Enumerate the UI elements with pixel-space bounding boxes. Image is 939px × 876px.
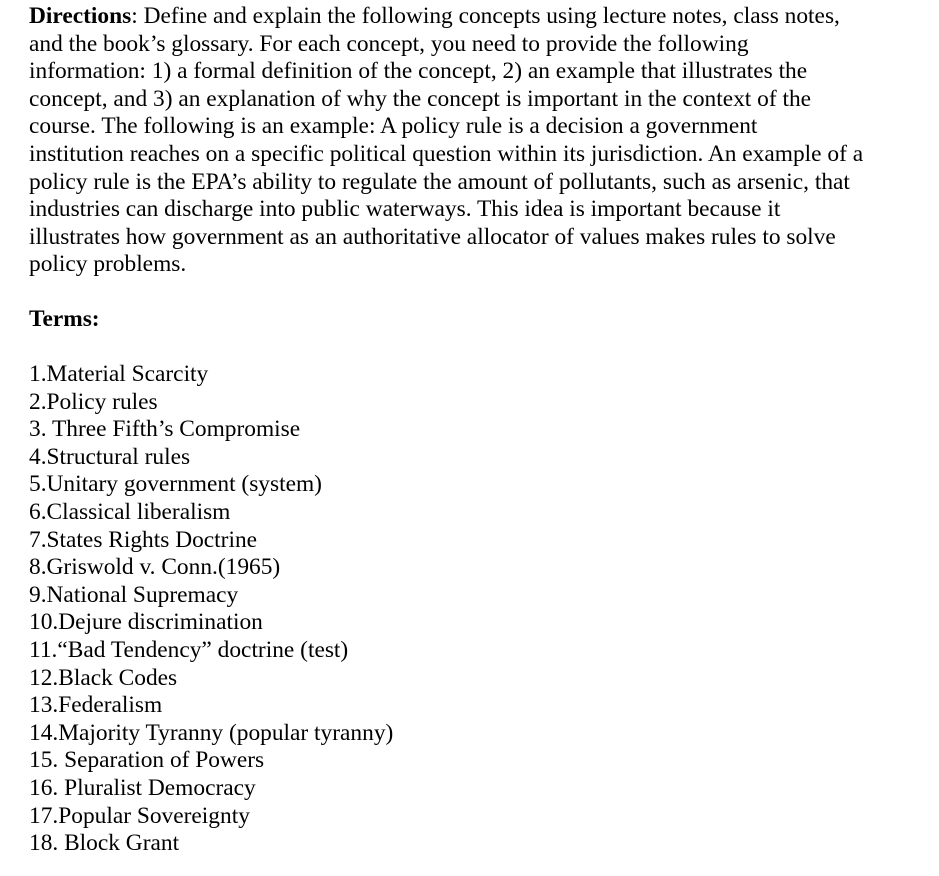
term-item: 5.Unitary government (system) (29, 471, 322, 498)
terms-list (29, 361, 393, 858)
term-item: 4.Structural rules (29, 443, 191, 470)
term-item: 1.Material Scarcity (29, 361, 209, 387)
term-item: 12.Black Codes (29, 664, 178, 691)
term-item: 9.National Supremacy (29, 581, 239, 608)
term-item: 15. Separation of Powers (29, 747, 265, 774)
directions-line: policy rule is the EPA’s ability to regulate the amount of pollutants, such as arsenic, that (29, 168, 850, 195)
term-item: 16. Pluralist Democracy (29, 774, 256, 801)
directions-line: institution reaches on a specific political question within its jurisdiction. An example of a (29, 140, 864, 167)
term-item: 11.“Bad Tendency” doctrine (test) (29, 636, 349, 663)
directions-text: : Define and explain the following concepts using lecture notes, class notes, (131, 3, 840, 29)
term-item: 13.Federalism (29, 692, 163, 719)
term-item: 2.Policy rules (29, 388, 158, 415)
term-item: 3. Three Fifth’s Compromise (29, 416, 301, 443)
term-item: 14.Majority Tyranny (popular tyranny) (29, 719, 394, 746)
directions-line (29, 3, 909, 31)
directions-line: policy problems. (29, 251, 187, 278)
term-item: 17.Popular Sovereignty (29, 802, 250, 829)
directions-line: illustrates how government as an authoritative allocator of values makes rules to solve (29, 223, 836, 250)
terms-heading: Terms: (29, 306, 100, 332)
directions-line: concept, and 3) an explanation of why the concept is important in the context of the (29, 85, 812, 112)
directions-paragraph (29, 3, 909, 279)
term-item: 18. Block Grant (29, 830, 180, 857)
directions-line: information: 1) a formal definition of the concept, 2) an example that illustrates the (29, 58, 808, 85)
term-item: 6.Classical liberalism (29, 498, 231, 525)
term-item: 10.Dejure discrimination (29, 609, 263, 636)
directions-label: Directions (29, 3, 132, 29)
directions-line: course. The following is an example: A policy rule is a decision a government (29, 113, 758, 140)
term-item: 7.States Rights Doctrine (29, 526, 258, 553)
directions-line: industries can discharge into public waterways. This idea is important because it (29, 196, 781, 223)
directions-line: and the book’s glossary. For each concept, you need to provide the following (29, 30, 749, 57)
document-page (29, 3, 909, 857)
term-item: 8.Griswold v. Conn.(1965) (29, 554, 281, 581)
